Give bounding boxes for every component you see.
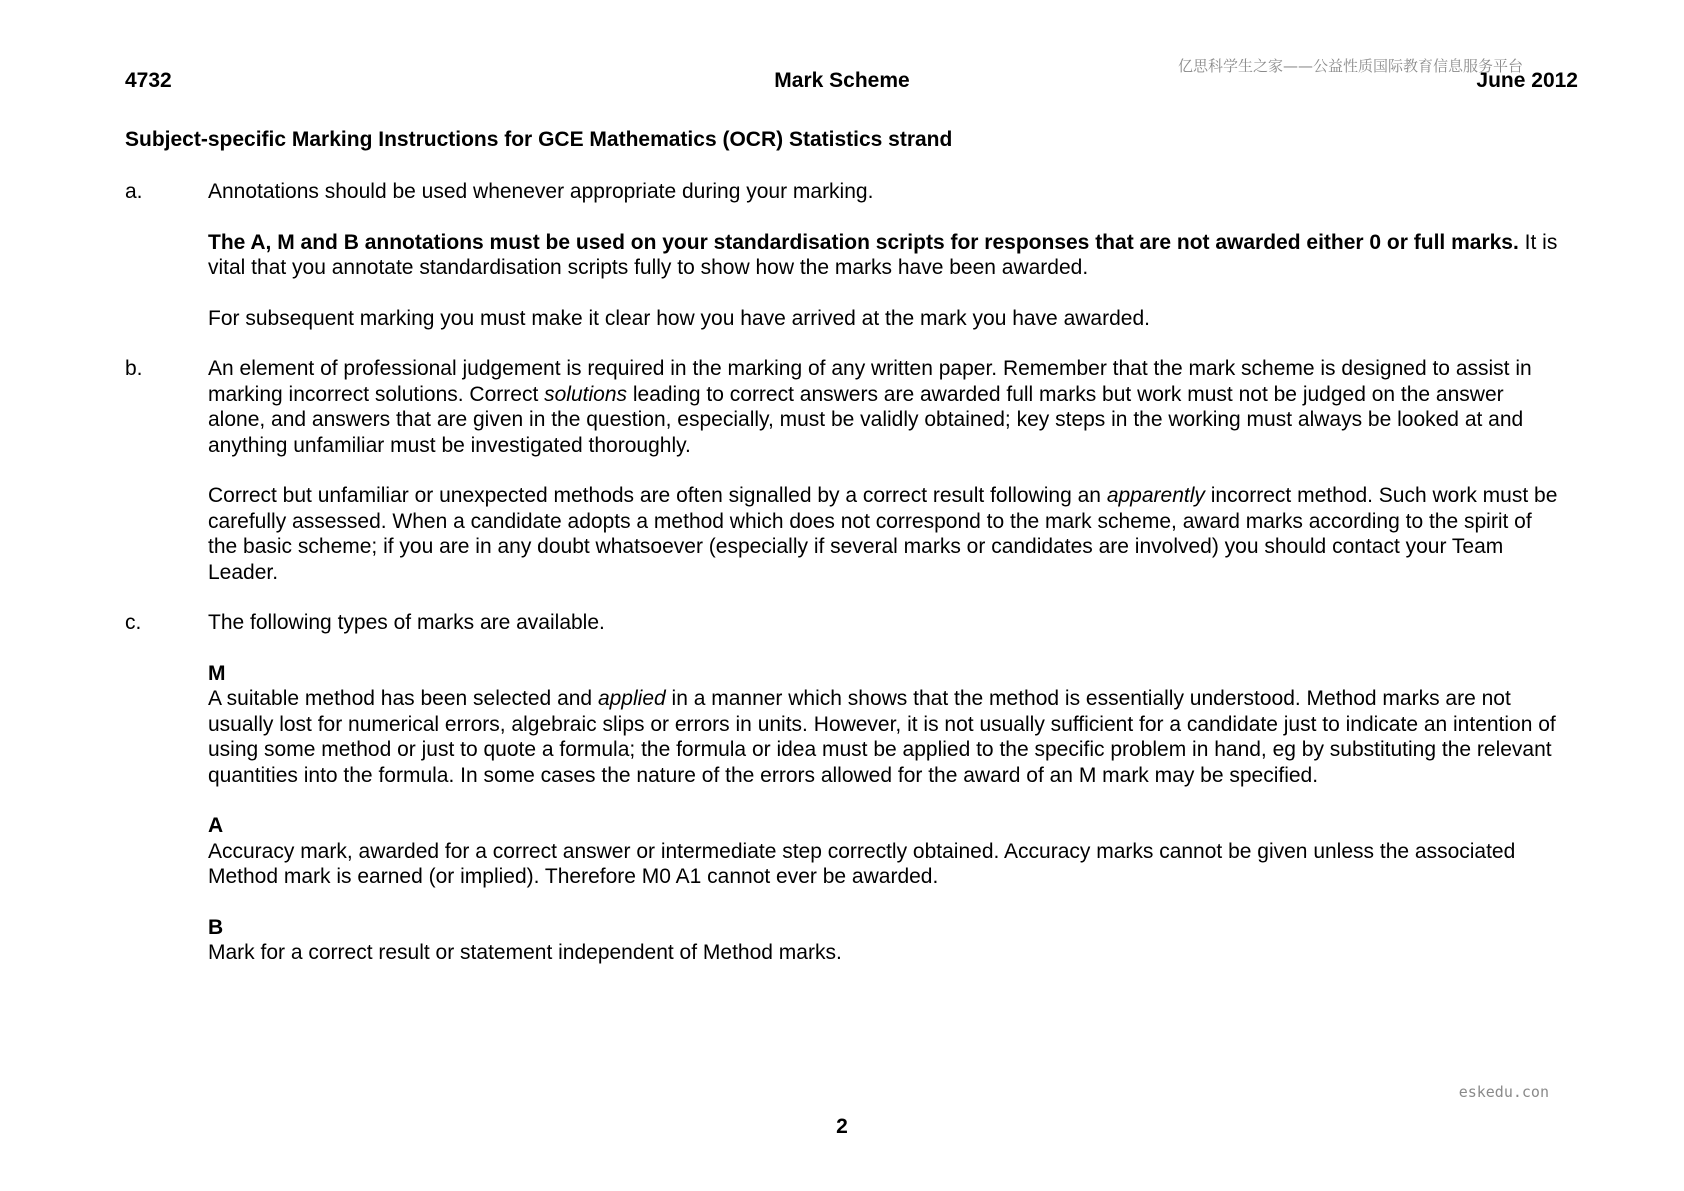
- item-body: [208, 179, 1565, 331]
- item-body: [208, 356, 1565, 585]
- paragraph-text: in a manner which shows that the method is essentially understood. Method marks are not usually lost for numerical errors, algebraic slips or errors in units. However, it is not usually sufficient for a candidate just to indicate an intention of using some method or just to quote a formula; the formula or idea must be applied to the specific problem in hand, eg by substituting the relevant quantities into the formula. In some cases the nature of the errors allowed for the award of an M mark may be specified.: [208, 687, 1556, 787]
- instruction-item-b: [125, 356, 1565, 585]
- item-body: [208, 610, 1565, 966]
- footer-watermark: eskedu.con: [1458, 1083, 1549, 1101]
- mark-type-description: [208, 686, 1565, 788]
- instruction-item-a: [125, 179, 1565, 331]
- paper-code: 4732: [125, 69, 172, 92]
- paragraph-text: leading to correct answers are awarded full marks but work must not be judged on the answer alone, and answers that are given in the question, especially, must be validly obtained; key steps in the working must always be looked at and anything unfamiliar must be investigated thoroughly.: [208, 382, 1524, 457]
- paragraph-text: It is vital that you annotate standardisation scripts fully to show how the marks have been awarded.: [208, 230, 1558, 279]
- bold-text: The A, M and B annotations must be used on your standardisation scripts for responses that are not awarded either 0 or full marks.: [208, 230, 1519, 254]
- mark-type-heading: A: [208, 814, 224, 837]
- mark-type-a: [208, 813, 1565, 890]
- italic-text: solutions: [544, 382, 628, 406]
- exam-date: June 2012: [1476, 69, 1578, 92]
- instruction-item-c: [125, 610, 1565, 966]
- italic-text: apparently: [1106, 484, 1205, 507]
- mark-type-b: [208, 915, 1565, 966]
- paragraph: [208, 306, 1565, 332]
- mark-type-description: Mark for a correct result or statement independent of Method marks.: [208, 941, 842, 964]
- item-marker: b.: [125, 357, 143, 380]
- document-title: Mark Scheme: [774, 69, 910, 92]
- paragraph-text: Annotations should be used whenever appropriate during your marking.: [208, 180, 874, 203]
- mark-type-m: [208, 661, 1565, 789]
- mark-type-heading: B: [208, 915, 224, 939]
- paragraph-text: The following types of marks are available.: [208, 611, 605, 634]
- header-watermark: 亿思科学生之家——公益性质国际教育信息服务平台: [1178, 57, 1524, 75]
- mark-type-heading: M: [208, 661, 226, 685]
- paragraph-text: A suitable method has been selected and: [208, 687, 598, 710]
- paragraph: [208, 179, 1565, 205]
- paragraph-text: An element of professional judgement is required in the marking of any written paper. Remember that the mark scheme is designed to assist in marking incorrect solutions. Correct: [208, 357, 1532, 406]
- paragraph-text: Correct but unfamiliar or unexpected methods are often signalled by a correct result following an: [208, 484, 1107, 507]
- item-marker: a.: [125, 180, 143, 203]
- italic-text: applied: [597, 687, 666, 710]
- paragraph: [208, 230, 1565, 281]
- section-title: Subject-specific Marking Instructions for GCE Mathematics (OCR) Statistics strand: [125, 128, 953, 151]
- paragraph: [208, 610, 1565, 636]
- paragraph-text: incorrect method. Such work must be carefully assessed. When a candidate adopts a method which does not correspond to the mark scheme, award marks according to the spirit of the basic scheme; if you are in any doubt whatsoever (especially if several marks or candidates are involved) you should contact your Team Leader.: [208, 484, 1558, 584]
- instructions-list: [125, 179, 1565, 991]
- item-marker: c.: [125, 611, 142, 634]
- paragraph-text: For subsequent marking you must make it clear how you have arrived at the mark you have awarded.: [208, 306, 1150, 330]
- mark-type-description: Accuracy mark, awarded for a correct answer or intermediate step correctly obtained. Accuracy marks cannot be given unless the associated Method mark is earned (or implied). Therefore M0 A1 cannot ever be awarded.: [208, 839, 1516, 888]
- page-number: 2: [836, 1115, 848, 1138]
- paragraph: [208, 356, 1565, 458]
- paragraph: [208, 483, 1565, 585]
